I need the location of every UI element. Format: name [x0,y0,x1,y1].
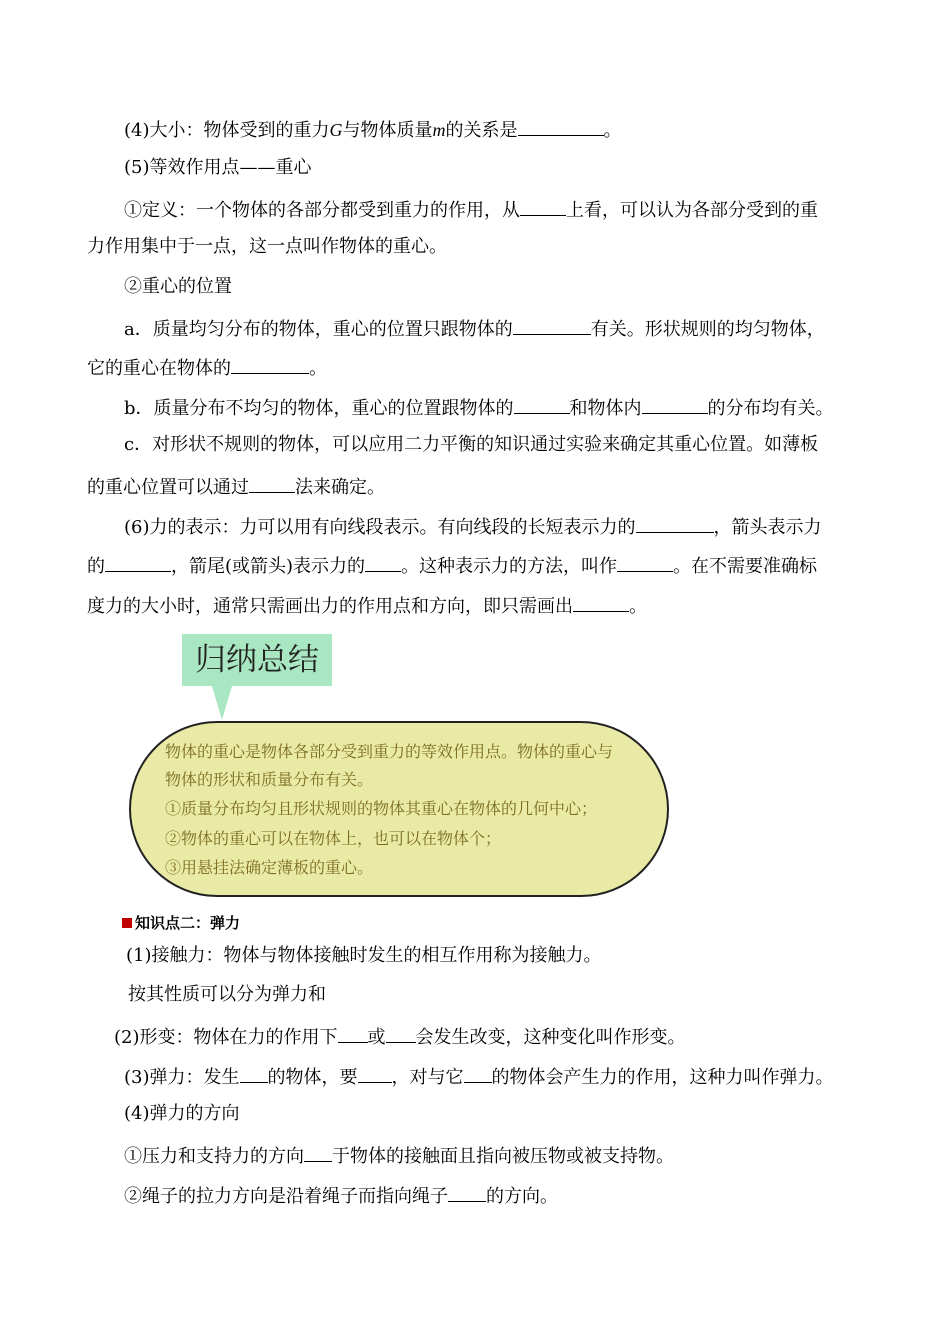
text: ①压力和支持力的方向 [124,1146,304,1167]
answer-blank[interactable] [358,1064,392,1083]
answer-blank[interactable] [448,1183,486,1202]
section-heading [122,913,240,933]
text: 度力的大小时，通常只需画出力的作用点和方向，即只需画出 [87,596,573,617]
text: 知识点二：弹力 [135,914,241,932]
definition-line-1 [124,197,818,222]
text: (4)大小：物体受到的重力 [124,120,330,141]
text: 法来确定。 [295,477,385,498]
summary-title: 归纳总结 [182,634,332,686]
text: 有关。形状规则的均匀物体， [590,319,825,340]
classify-line: 按其性质可以分为弹力和 [128,984,326,1005]
summary-line: 物体的重心是物体各部分受到重力的等效作用点。物体的重心与 [165,742,614,761]
summary-line: ②物体的重心可以在物体上，也可以在物体个； [165,829,502,848]
text: 于物体的接触面且指向被压物或被支持物。 [332,1146,674,1167]
red-square-icon [122,918,132,928]
text: 的分布均有关。 [707,398,834,419]
text: 的 [87,556,105,577]
text: 。 [603,120,622,141]
answer-blank[interactable] [386,1024,416,1043]
summary-line: 物体的形状和质量分布有关。 [165,770,374,789]
text: ，对与它 [391,1067,464,1088]
var-g: G [329,120,343,140]
answer-blank[interactable] [513,316,591,335]
text: (2)形变：物体在力的作用下 [114,1027,338,1048]
answer-blank[interactable] [240,1064,268,1083]
summary-line: ①质量分布均匀且形状规则的物体其重心在物体的几何中心； [165,799,598,818]
answer-blank[interactable] [636,514,714,533]
answer-blank[interactable] [365,553,401,572]
answer-blank[interactable] [249,474,295,493]
summary-line: ③用悬挂法确定薄板的重心。 [165,858,374,877]
text: 会发生改变，这种变化叫作形变。 [415,1027,686,1048]
answer-blank[interactable] [464,1064,492,1083]
text: 。在不需要准确标 [673,556,818,577]
text: 。 [629,596,647,617]
definition-line-2: 力作用集中于一点，这一点叫作物体的重心。 [87,236,447,257]
text: 上看，可以认为各部分受到的重 [566,200,818,221]
gravity-size-line [124,117,622,142]
answer-blank[interactable] [231,355,309,374]
contact-force-line: (1)接触力：物体与物体接触时发生的相互作用称为接触力。 [126,945,602,966]
answer-blank[interactable] [105,553,171,572]
item-a-line-2 [87,355,327,380]
item-a-line-1 [124,316,825,341]
pressure-direction-line [124,1143,674,1168]
text: ，箭尾(或箭头)表示力的 [171,556,366,577]
answer-blank[interactable] [338,1024,368,1043]
representation-line-3 [87,593,647,618]
text: 的物体，要 [267,1067,358,1088]
direction-heading: (4)弹力的方向 [124,1103,240,1124]
answer-blank[interactable] [573,593,629,612]
representation-line-1 [124,514,822,539]
text: 的重心位置可以通过 [87,477,249,498]
item-b-line [124,395,834,420]
text: 的物体会产生力的作用，这种力叫作弹力。 [491,1067,834,1088]
text: ②绳子的拉力方向是沿着绳子而指向绳子 [124,1186,448,1207]
text: 。这种表示力的方法，叫作 [401,556,618,577]
item-c-line-2 [87,474,385,499]
deformation-line [114,1024,686,1049]
text: 的关系是 [445,120,518,141]
representation-line-2 [87,553,817,578]
text: (6)力的表示：力可以用有向线段表示。有向线段的长短表示力的 [124,517,636,538]
rope-direction-line [124,1183,558,1208]
center-of-gravity-heading: (5)等效作用点——重心 [124,157,312,178]
item-c-line-1: c．对形状不规则的物体，可以应用二力平衡的知识通过实验来确定其重心位置。如薄板 [124,434,819,455]
text: 它的重心在物体的 [87,358,231,379]
position-heading: ②重心的位置 [124,276,232,297]
answer-blank[interactable] [617,553,673,572]
text: 。 [309,358,327,379]
var-m: m [432,120,446,140]
text: 和物体内 [569,398,642,419]
text: 或 [367,1027,386,1048]
answer-blank[interactable] [642,395,708,414]
elastic-force-line [124,1064,834,1089]
text: ①定义：一个物体的各部分都受到重力的作用，从 [124,200,520,221]
text: ，箭头表示力 [713,517,822,538]
text: b．质量分布不均匀的物体，重心的位置跟物体的 [124,398,514,419]
answer-blank[interactable] [304,1143,332,1162]
text: 与物体质量 [342,120,433,141]
callout-pointer [212,686,232,720]
text: a．质量均匀分布的物体，重心的位置只跟物体的 [124,319,513,340]
text: (3)弹力：发生 [124,1067,240,1088]
answer-blank[interactable] [518,117,604,136]
answer-blank[interactable] [520,197,566,216]
answer-blank[interactable] [514,395,570,414]
text: 的方向。 [486,1186,558,1207]
